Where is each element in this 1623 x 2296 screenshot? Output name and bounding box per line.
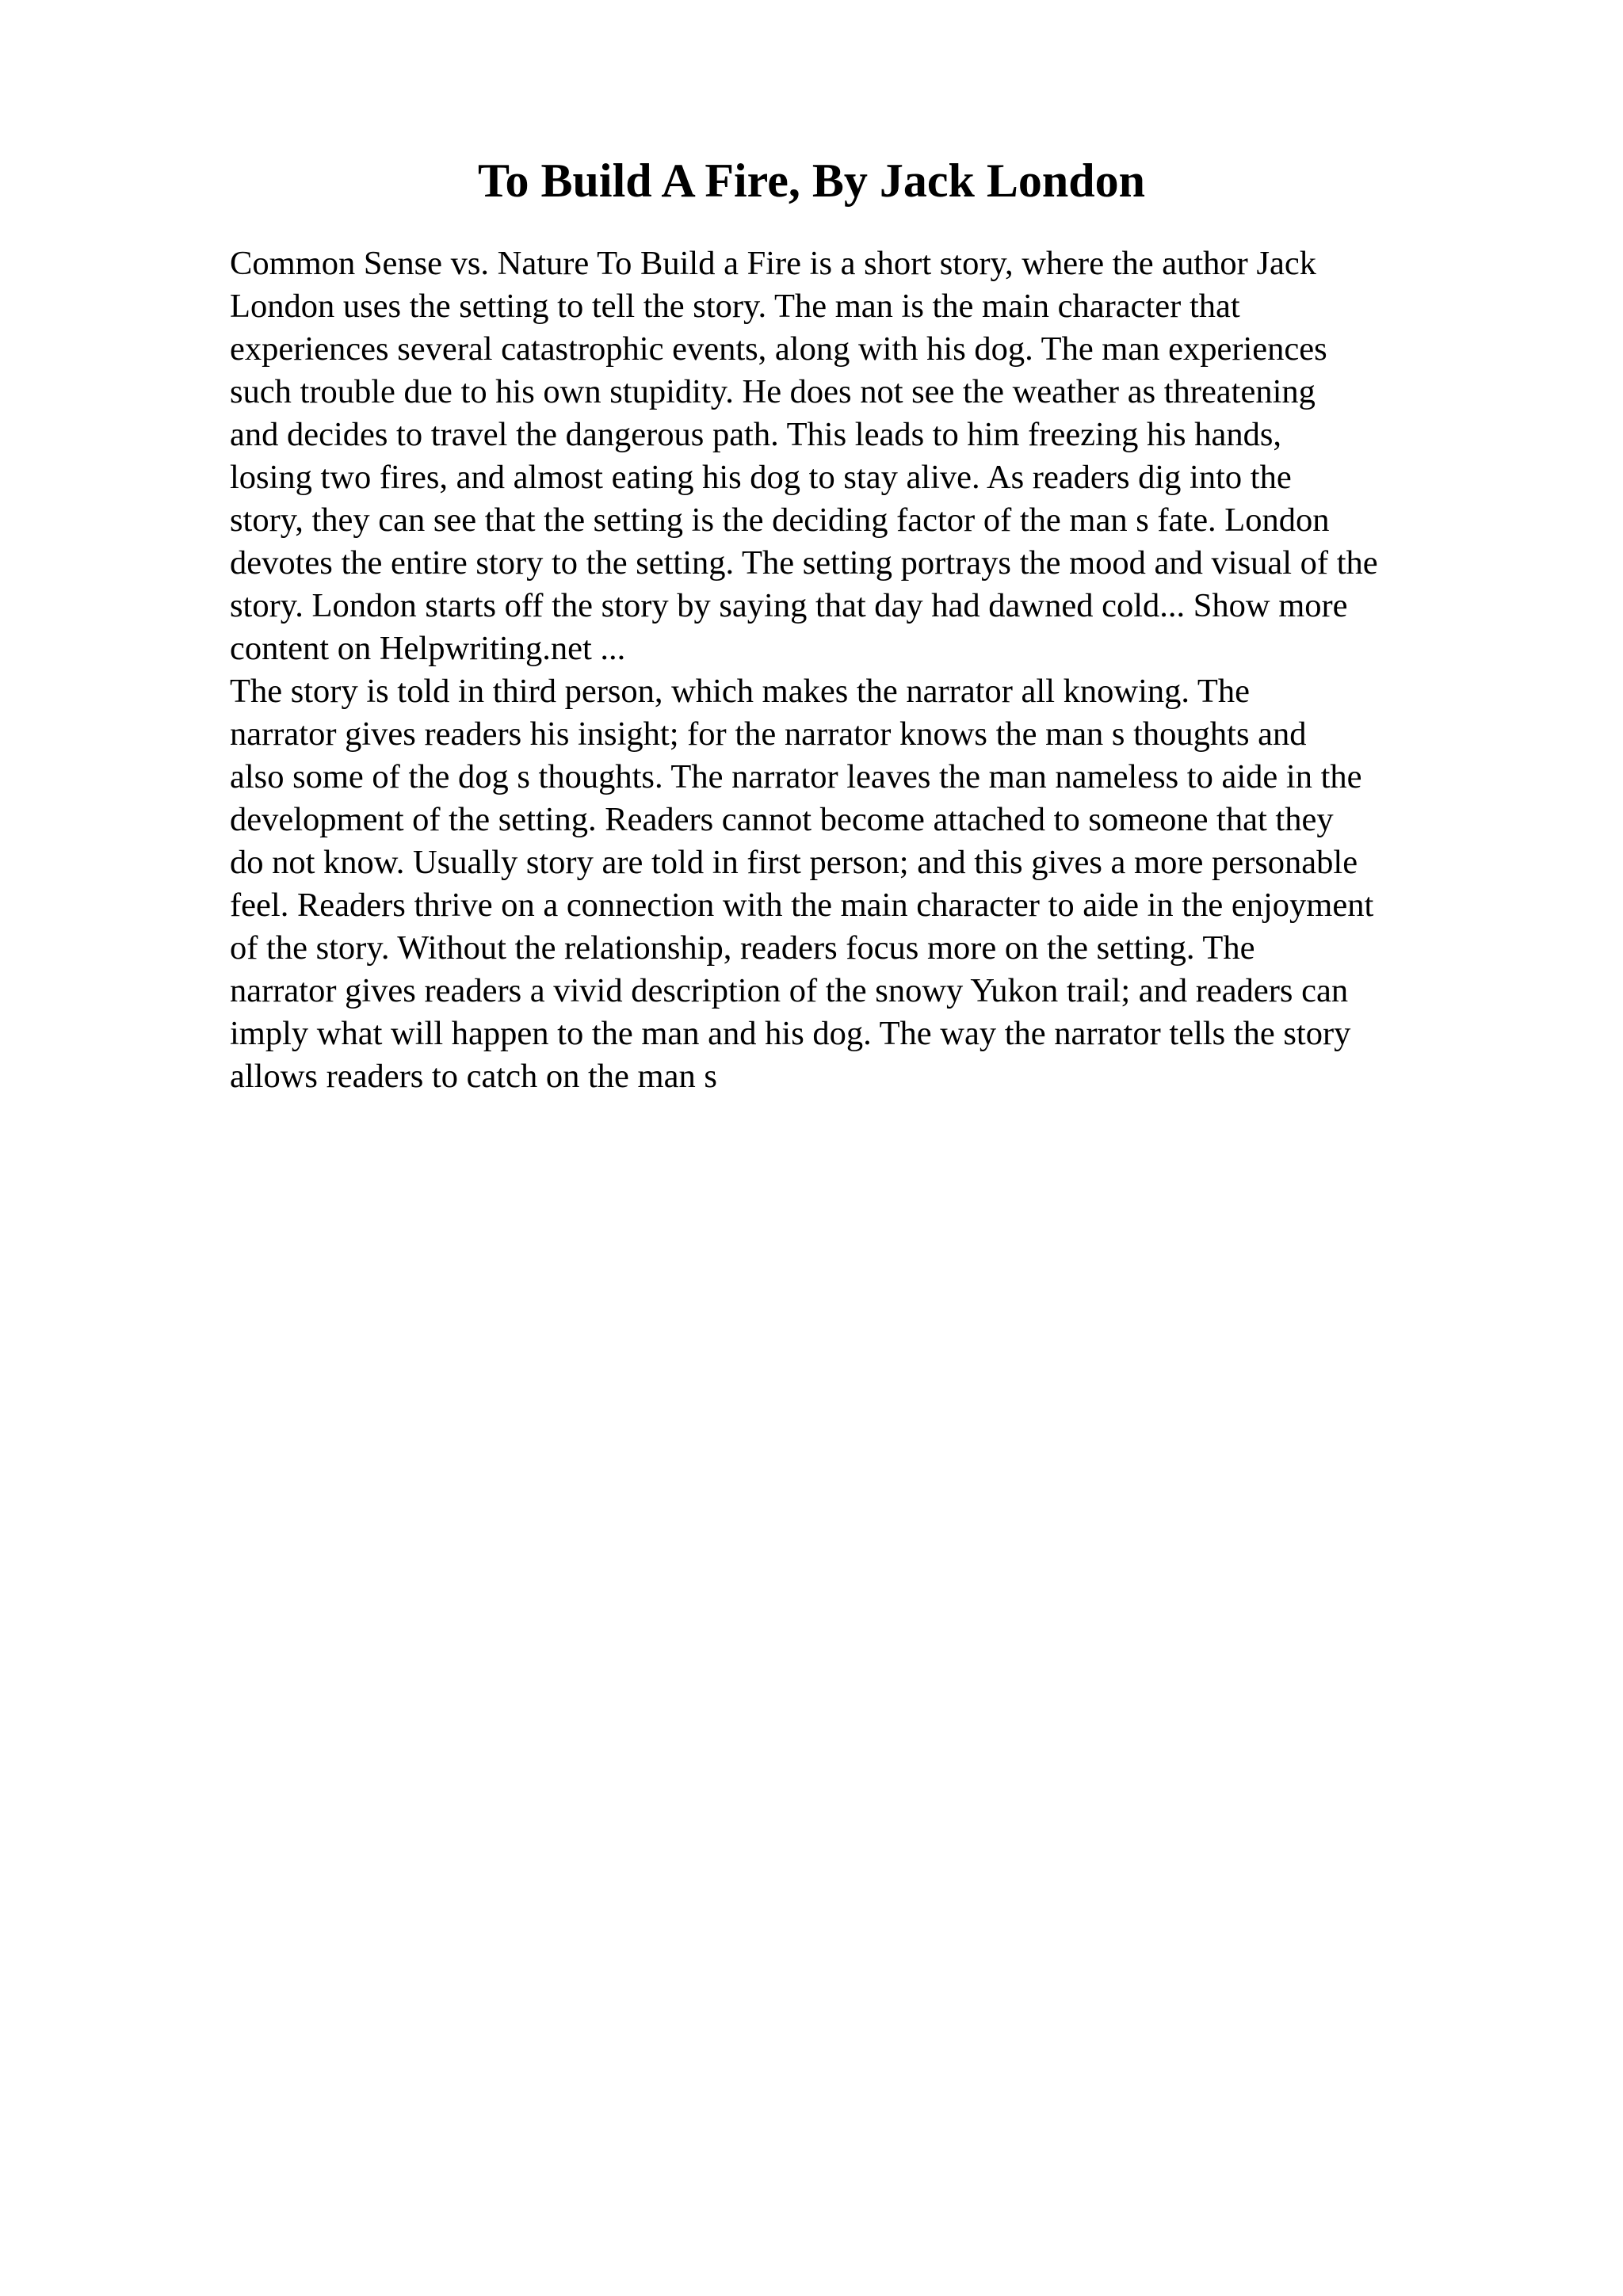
text-line: devotes the entire story to the setting. The setting portrays the mood and visual of the: [230, 544, 1378, 582]
text-line: story, they can see that the setting is the deciding factor of the man s fate. London: [230, 502, 1330, 539]
page-title: To Build A Fire, By Jack London: [478, 154, 1145, 207]
text-line: feel. Readers thrive on a connection with the main character to aide in the enjoyment: [230, 887, 1374, 924]
text-line: content on Helpwriting.net ...: [230, 630, 626, 667]
body-text: [230, 242, 1506, 1098]
text-line: The story is told in third person, which makes the narrator all knowing. The: [230, 673, 1250, 710]
text-line: London uses the setting to tell the story. The man is the main character that: [230, 288, 1240, 325]
text-line: imply what will happen to the man and his dog. The way the narrator tells the story: [230, 1015, 1351, 1052]
text-line: development of the setting. Readers cannot become attached to someone that they: [230, 801, 1334, 838]
text-line: of the story. Without the relationship, readers focus more on the setting. The: [230, 929, 1255, 967]
text-line: allows readers to catch on the man s: [230, 1058, 717, 1095]
text-line: Common Sense vs. Nature To Build a Fire is a short story, where the author Jack: [230, 245, 1316, 282]
text-line: experiences several catastrophic events, along with his dog. The man experiences: [230, 330, 1327, 368]
text-line: narrator gives readers his insight; for the narrator knows the man s thoughts and: [230, 715, 1307, 753]
text-line: narrator gives readers a vivid description of the snowy Yukon trail; and readers can: [230, 972, 1349, 1009]
text-line: such trouble due to his own stupidity. He does not see the weather as threatening: [230, 373, 1316, 410]
text-line: do not know. Usually story are told in first person; and this gives a more personable: [230, 844, 1358, 881]
text-line: also some of the dog s thoughts. The narrator leaves the man nameless to aide in the: [230, 758, 1362, 795]
text-line: story. London starts off the story by saying that day had dawned cold... Show more: [230, 587, 1348, 624]
text-line: and decides to travel the dangerous path. This leads to him freezing his hands,: [230, 416, 1281, 453]
text-line: losing two fires, and almost eating his dog to stay alive. As readers dig into the: [230, 459, 1292, 496]
